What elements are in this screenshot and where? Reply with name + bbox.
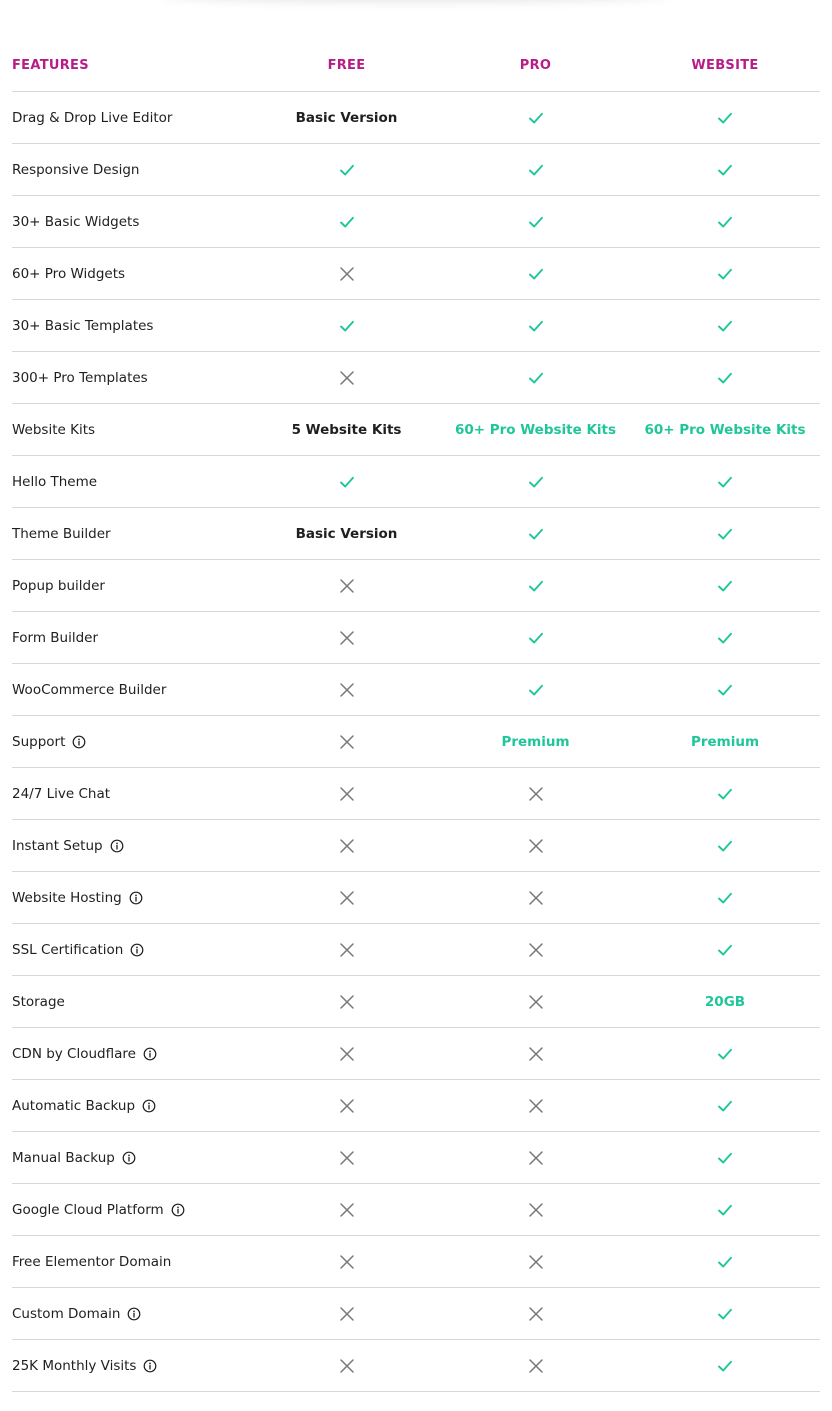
pro-cell bbox=[429, 422, 642, 438]
pro-cell bbox=[429, 942, 642, 958]
feature-label: Responsive Design bbox=[12, 161, 140, 178]
free-cell bbox=[264, 162, 429, 178]
check-icon bbox=[339, 214, 355, 230]
website-cell bbox=[642, 318, 808, 334]
info-icon[interactable] bbox=[72, 735, 86, 749]
free-cell bbox=[264, 786, 429, 802]
pro-cell bbox=[429, 370, 642, 386]
pro-cell bbox=[429, 162, 642, 178]
table-row bbox=[12, 1340, 820, 1392]
info-icon[interactable] bbox=[171, 1203, 185, 1217]
check-icon bbox=[717, 578, 733, 594]
table-row bbox=[12, 248, 820, 300]
cross-icon bbox=[528, 994, 544, 1010]
website-cell bbox=[642, 422, 808, 438]
check-icon bbox=[717, 942, 733, 958]
pro-cell bbox=[429, 786, 642, 802]
pro-cell bbox=[429, 266, 642, 282]
check-icon bbox=[717, 1254, 733, 1270]
check-icon bbox=[528, 630, 544, 646]
pro-cell bbox=[429, 1098, 642, 1114]
feature-label: Form Builder bbox=[12, 629, 99, 646]
free-cell bbox=[264, 1306, 429, 1322]
feature-label: WooCommerce Builder bbox=[12, 681, 167, 698]
website-cell bbox=[642, 1098, 808, 1114]
feature-cell bbox=[12, 318, 264, 334]
website-cell bbox=[642, 110, 808, 126]
feature-label: Theme Builder bbox=[12, 525, 111, 542]
website-cell bbox=[642, 474, 808, 490]
cross-icon bbox=[528, 838, 544, 854]
website-cell bbox=[642, 214, 808, 230]
cross-icon bbox=[528, 1202, 544, 1218]
free-cell bbox=[264, 1150, 429, 1166]
cross-icon bbox=[528, 1046, 544, 1062]
feature-label: 30+ Basic Templates bbox=[12, 317, 154, 334]
check-icon bbox=[717, 1358, 733, 1374]
cross-icon bbox=[339, 994, 355, 1010]
feature-label: Manual Backup bbox=[12, 1149, 115, 1166]
check-icon bbox=[528, 266, 544, 282]
check-icon bbox=[717, 786, 733, 802]
check-icon bbox=[528, 214, 544, 230]
info-icon[interactable] bbox=[142, 1099, 156, 1113]
pro-cell bbox=[429, 994, 642, 1010]
free-value: Basic Version bbox=[295, 525, 398, 542]
feature-cell bbox=[12, 422, 264, 438]
check-icon bbox=[339, 162, 355, 178]
feature-label: Drag & Drop Live Editor bbox=[12, 109, 173, 126]
website-cell bbox=[642, 994, 808, 1010]
info-icon[interactable] bbox=[143, 1359, 157, 1373]
pro-value: 60+ Pro Website Kits bbox=[454, 421, 617, 438]
check-icon bbox=[717, 1202, 733, 1218]
table-row bbox=[12, 404, 820, 456]
website-cell bbox=[642, 1046, 808, 1062]
cross-icon bbox=[339, 838, 355, 854]
check-icon bbox=[717, 162, 733, 178]
feature-label: Google Cloud Platform bbox=[12, 1201, 164, 1218]
feature-label: CDN by Cloudflare bbox=[12, 1045, 136, 1062]
feature-cell bbox=[12, 1098, 264, 1114]
table-row bbox=[12, 924, 820, 976]
table-row bbox=[12, 1028, 820, 1080]
pro-cell bbox=[429, 734, 642, 750]
info-icon[interactable] bbox=[130, 943, 144, 957]
feature-cell bbox=[12, 474, 264, 490]
table-row bbox=[12, 872, 820, 924]
check-icon bbox=[528, 578, 544, 594]
feature-cell bbox=[12, 110, 264, 126]
feature-label: Custom Domain bbox=[12, 1305, 121, 1322]
feature-cell bbox=[12, 578, 264, 594]
feature-cell bbox=[12, 1202, 264, 1218]
comparison-table bbox=[12, 40, 820, 1392]
feature-cell bbox=[12, 786, 264, 802]
check-icon bbox=[717, 1046, 733, 1062]
feature-cell bbox=[12, 526, 264, 542]
table-row bbox=[12, 1236, 820, 1288]
free-cell bbox=[264, 110, 429, 126]
pro-cell bbox=[429, 318, 642, 334]
table-row bbox=[12, 976, 820, 1028]
feature-label: Instant Setup bbox=[12, 837, 103, 854]
pro-cell bbox=[429, 1046, 642, 1062]
website-cell bbox=[642, 1254, 808, 1270]
feature-cell bbox=[12, 838, 264, 854]
table-row bbox=[12, 92, 820, 144]
check-icon bbox=[528, 110, 544, 126]
check-icon bbox=[717, 110, 733, 126]
feature-label: 30+ Basic Widgets bbox=[12, 213, 140, 230]
pro-cell bbox=[429, 1202, 642, 1218]
table-row bbox=[12, 300, 820, 352]
info-icon[interactable] bbox=[122, 1151, 136, 1165]
cross-icon bbox=[528, 1358, 544, 1374]
table-row bbox=[12, 1132, 820, 1184]
feature-cell bbox=[12, 630, 264, 646]
cross-icon bbox=[339, 578, 355, 594]
cross-icon bbox=[339, 1202, 355, 1218]
cross-icon bbox=[528, 1254, 544, 1270]
cross-icon bbox=[339, 1046, 355, 1062]
pro-cell bbox=[429, 110, 642, 126]
website-cell bbox=[642, 942, 808, 958]
table-row bbox=[12, 612, 820, 664]
website-cell bbox=[642, 578, 808, 594]
check-icon bbox=[528, 474, 544, 490]
free-cell bbox=[264, 682, 429, 698]
feature-label: Website Hosting bbox=[12, 889, 122, 906]
website-cell bbox=[642, 786, 808, 802]
website-value: Premium bbox=[690, 733, 760, 750]
check-icon bbox=[528, 526, 544, 542]
free-cell bbox=[264, 994, 429, 1010]
free-cell bbox=[264, 214, 429, 230]
pro-cell bbox=[429, 1306, 642, 1322]
pro-value: Premium bbox=[501, 733, 570, 750]
website-cell bbox=[642, 526, 808, 542]
free-cell bbox=[264, 1202, 429, 1218]
free-value: Basic Version bbox=[295, 109, 398, 126]
free-cell bbox=[264, 1098, 429, 1114]
pro-cell bbox=[429, 682, 642, 698]
feature-cell bbox=[12, 1046, 264, 1062]
pro-cell bbox=[429, 474, 642, 490]
info-icon[interactable] bbox=[129, 891, 143, 905]
pro-cell bbox=[429, 578, 642, 594]
free-cell bbox=[264, 526, 429, 542]
check-icon bbox=[717, 370, 733, 386]
check-icon bbox=[717, 474, 733, 490]
table-row bbox=[12, 196, 820, 248]
feature-cell bbox=[12, 1358, 264, 1374]
table-header-row bbox=[12, 40, 820, 92]
website-cell bbox=[642, 682, 808, 698]
check-icon bbox=[528, 162, 544, 178]
cross-icon bbox=[339, 786, 355, 802]
feature-label: Hello Theme bbox=[12, 473, 98, 490]
feature-label: 25K Monthly Visits bbox=[12, 1357, 137, 1374]
free-cell bbox=[264, 1046, 429, 1062]
free-value: 5 Website Kits bbox=[291, 421, 402, 438]
cross-icon bbox=[339, 266, 355, 282]
cross-icon bbox=[528, 786, 544, 802]
pro-cell bbox=[429, 1150, 642, 1166]
cross-icon bbox=[339, 682, 355, 698]
info-icon[interactable] bbox=[143, 1047, 157, 1061]
cross-icon bbox=[339, 1358, 355, 1374]
check-icon bbox=[717, 682, 733, 698]
table-row bbox=[12, 768, 820, 820]
cross-icon bbox=[528, 1150, 544, 1166]
cross-icon bbox=[528, 890, 544, 906]
feature-cell bbox=[12, 734, 264, 750]
header-features: FEATURES bbox=[12, 58, 89, 73]
feature-label: Storage bbox=[12, 993, 65, 1010]
feature-cell bbox=[12, 266, 264, 282]
feature-label: 60+ Pro Widgets bbox=[12, 265, 126, 282]
check-icon bbox=[339, 318, 355, 334]
table-row bbox=[12, 508, 820, 560]
check-icon bbox=[717, 266, 733, 282]
check-icon bbox=[717, 630, 733, 646]
feature-cell bbox=[12, 370, 264, 386]
feature-label: Automatic Backup bbox=[12, 1097, 136, 1114]
table-row bbox=[12, 820, 820, 872]
feature-label: Free Elementor Domain bbox=[12, 1253, 172, 1270]
check-icon bbox=[717, 1150, 733, 1166]
website-cell bbox=[642, 890, 808, 906]
check-icon bbox=[717, 318, 733, 334]
free-cell bbox=[264, 630, 429, 646]
feature-cell bbox=[12, 890, 264, 906]
feature-cell bbox=[12, 214, 264, 230]
website-cell bbox=[642, 630, 808, 646]
check-icon bbox=[528, 318, 544, 334]
header-free: FREE bbox=[327, 58, 366, 73]
website-cell bbox=[642, 1358, 808, 1374]
feature-label: 300+ Pro Templates bbox=[12, 369, 148, 386]
pro-cell bbox=[429, 838, 642, 854]
free-cell bbox=[264, 318, 429, 334]
website-cell bbox=[642, 1306, 808, 1322]
cross-icon bbox=[339, 370, 355, 386]
header-pro: PRO bbox=[519, 58, 552, 73]
check-icon bbox=[339, 474, 355, 490]
pro-cell bbox=[429, 1358, 642, 1374]
free-cell bbox=[264, 422, 429, 438]
cross-icon bbox=[528, 1098, 544, 1114]
table-row bbox=[12, 716, 820, 768]
feature-cell bbox=[12, 1150, 264, 1166]
check-icon bbox=[717, 526, 733, 542]
info-icon[interactable] bbox=[127, 1307, 141, 1321]
free-cell bbox=[264, 1254, 429, 1270]
feature-cell bbox=[12, 994, 264, 1010]
check-icon bbox=[717, 214, 733, 230]
feature-cell bbox=[12, 682, 264, 698]
pro-cell bbox=[429, 526, 642, 542]
free-cell bbox=[264, 1358, 429, 1374]
website-cell bbox=[642, 1202, 808, 1218]
feature-cell bbox=[12, 1254, 264, 1270]
check-icon bbox=[717, 890, 733, 906]
free-cell bbox=[264, 942, 429, 958]
feature-label: Website Kits bbox=[12, 421, 96, 438]
cross-icon bbox=[339, 1306, 355, 1322]
table-row bbox=[12, 456, 820, 508]
table-row bbox=[12, 664, 820, 716]
table-row bbox=[12, 1184, 820, 1236]
pro-cell bbox=[429, 1254, 642, 1270]
header-website: WEBSITE bbox=[691, 58, 759, 73]
cross-icon bbox=[339, 734, 355, 750]
cross-icon bbox=[528, 942, 544, 958]
free-cell bbox=[264, 734, 429, 750]
info-icon[interactable] bbox=[110, 839, 124, 853]
cross-icon bbox=[339, 1098, 355, 1114]
check-icon bbox=[528, 682, 544, 698]
feature-label: Support bbox=[12, 733, 66, 750]
cross-icon bbox=[339, 890, 355, 906]
free-cell bbox=[264, 266, 429, 282]
free-cell bbox=[264, 890, 429, 906]
table-row bbox=[12, 144, 820, 196]
website-value: 20GB bbox=[704, 993, 746, 1010]
table-row bbox=[12, 352, 820, 404]
cross-icon bbox=[528, 1306, 544, 1322]
website-cell bbox=[642, 370, 808, 386]
website-cell bbox=[642, 734, 808, 750]
website-cell bbox=[642, 1150, 808, 1166]
pro-cell bbox=[429, 890, 642, 906]
website-value: 60+ Pro Website Kits bbox=[644, 421, 806, 438]
cross-icon bbox=[339, 1150, 355, 1166]
check-icon bbox=[717, 1306, 733, 1322]
check-icon bbox=[528, 370, 544, 386]
free-cell bbox=[264, 578, 429, 594]
cross-icon bbox=[339, 630, 355, 646]
website-cell bbox=[642, 266, 808, 282]
free-cell bbox=[264, 370, 429, 386]
pro-cell bbox=[429, 214, 642, 230]
check-icon bbox=[717, 1098, 733, 1114]
feature-label: SSL Certification bbox=[12, 941, 124, 958]
website-cell bbox=[642, 838, 808, 854]
free-cell bbox=[264, 838, 429, 854]
cross-icon bbox=[339, 942, 355, 958]
table-row bbox=[12, 1288, 820, 1340]
feature-cell bbox=[12, 942, 264, 958]
pro-cell bbox=[429, 630, 642, 646]
table-row bbox=[12, 560, 820, 612]
feature-label: 24/7 Live Chat bbox=[12, 785, 111, 802]
website-cell bbox=[642, 162, 808, 178]
free-cell bbox=[264, 474, 429, 490]
feature-label: Popup builder bbox=[12, 577, 105, 594]
check-icon bbox=[717, 838, 733, 854]
cross-icon bbox=[339, 1254, 355, 1270]
feature-cell bbox=[12, 1306, 264, 1322]
table-row bbox=[12, 1080, 820, 1132]
feature-cell bbox=[12, 162, 264, 178]
